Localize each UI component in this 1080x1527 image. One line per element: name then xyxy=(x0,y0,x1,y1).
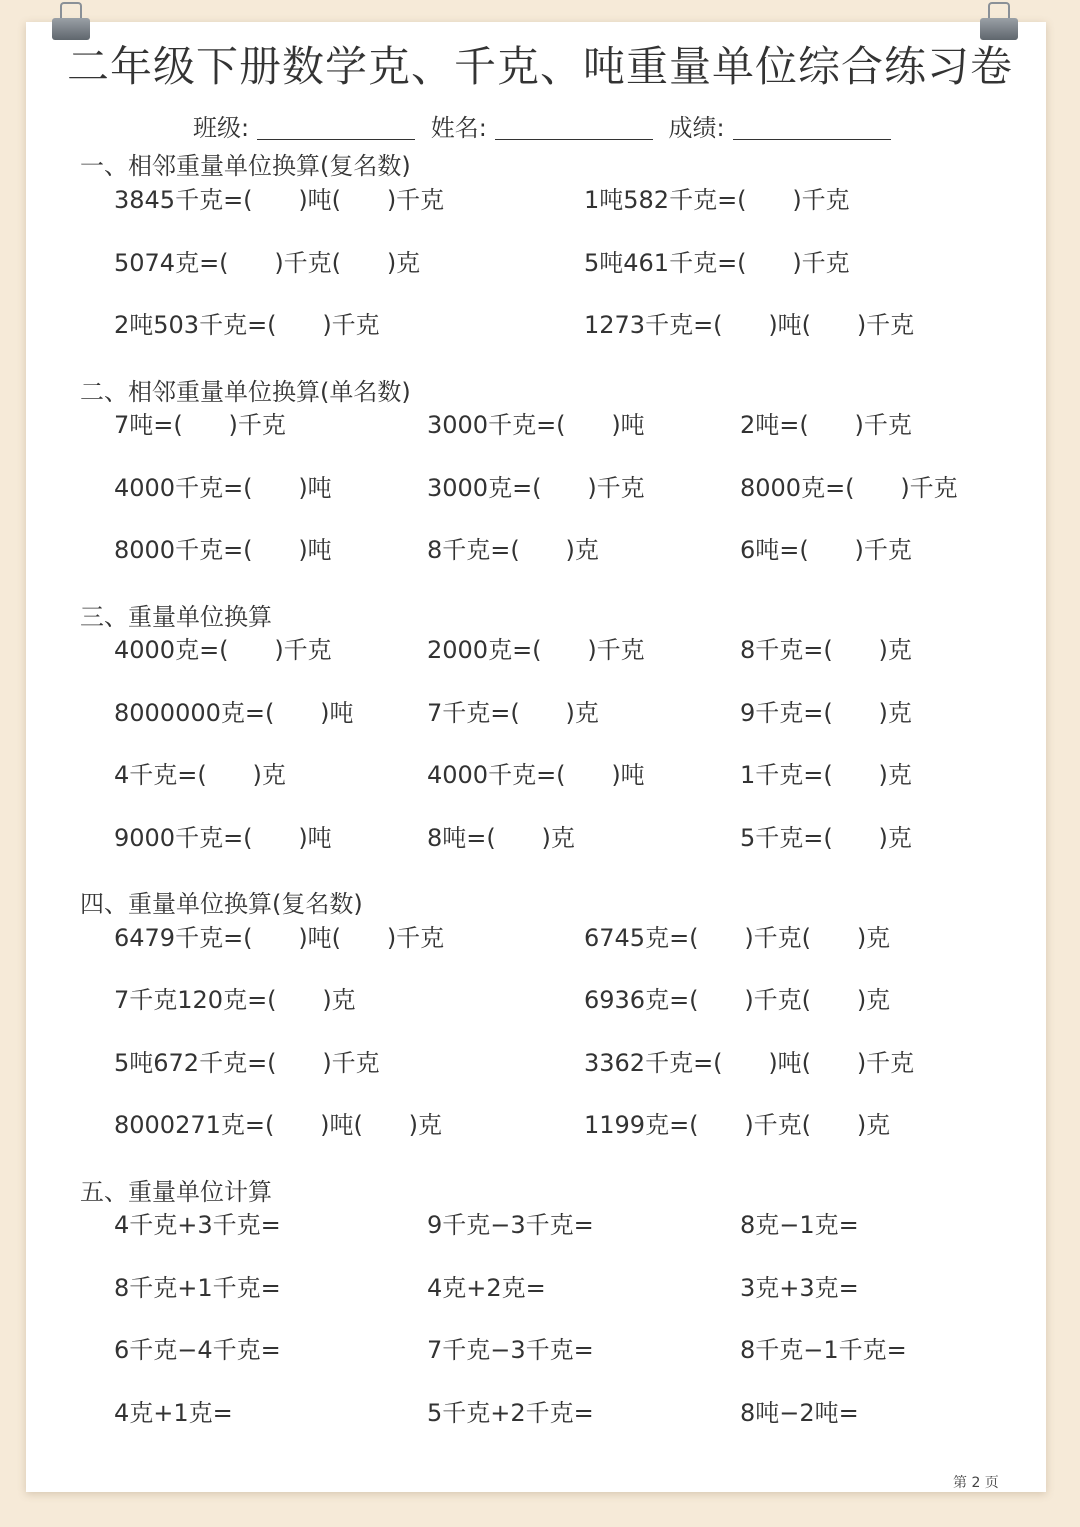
score-label: 成绩: xyxy=(668,114,725,142)
exercise-item: 8千克−1千克= xyxy=(740,1336,907,1364)
exercise-item: 4千克=( )克 xyxy=(114,761,286,789)
exercise-item: 6吨=( )千克 xyxy=(740,536,912,564)
exercise-item: 2吨=( )千克 xyxy=(740,411,912,439)
exercise-item: 5吨461千克=( )千克 xyxy=(584,249,850,277)
section-title: 四、重量单位换算(复名数) xyxy=(80,890,363,918)
exercise-item: 7吨=( )千克 xyxy=(114,411,286,439)
exercise-item: 5千克=( )克 xyxy=(740,824,912,852)
exercise-item: 5千克+2千克= xyxy=(427,1399,594,1427)
exercise-item: 3845千克=( )吨( )千克 xyxy=(114,186,445,214)
exercise-item: 8克−1克= xyxy=(740,1211,859,1239)
exercise-item: 7千克=( )克 xyxy=(427,699,599,727)
exercise-item: 8千克=( )克 xyxy=(740,636,912,664)
score-blank[interactable] xyxy=(733,115,891,140)
exercise-item: 1199克=( )千克( )克 xyxy=(584,1111,891,1139)
exercise-item: 8000000克=( )吨 xyxy=(114,699,354,727)
exercise-item: 3362千克=( )吨( )千克 xyxy=(584,1049,915,1077)
exercise-item: 8千克=( )克 xyxy=(427,536,599,564)
exercise-item: 8吨−2吨= xyxy=(740,1399,859,1427)
class-blank[interactable] xyxy=(257,115,415,140)
exercise-item: 4克+2克= xyxy=(427,1274,546,1302)
exercise-item: 5074克=( )千克( )克 xyxy=(114,249,421,277)
exercise-item: 8千克+1千克= xyxy=(114,1274,281,1302)
exercise-item: 9千克=( )克 xyxy=(740,699,912,727)
student-info-line xyxy=(193,108,899,143)
exercise-item: 8000克=( )千克 xyxy=(740,474,958,502)
section-title: 五、重量单位计算 xyxy=(80,1178,272,1206)
section-title: 一、相邻重量单位换算(复名数) xyxy=(80,152,411,180)
page-number: 第 2 页 xyxy=(953,1475,999,1491)
exercise-item: 2000克=( )千克 xyxy=(427,636,645,664)
exercise-item: 4000千克=( )吨 xyxy=(114,474,332,502)
exercise-item: 7千克−3千克= xyxy=(427,1336,594,1364)
exercise-item: 1千克=( )克 xyxy=(740,761,912,789)
exercise-item: 9千克−3千克= xyxy=(427,1211,594,1239)
exercise-item: 2吨503千克=( )千克 xyxy=(114,311,380,339)
exercise-item: 1273千克=( )吨( )千克 xyxy=(584,311,915,339)
exercise-item: 1吨582千克=( )千克 xyxy=(584,186,850,214)
exercise-item: 9000千克=( )吨 xyxy=(114,824,332,852)
section-title: 三、重量单位换算 xyxy=(80,603,272,631)
exercise-item: 3000克=( )千克 xyxy=(427,474,645,502)
exercise-item: 3克+3克= xyxy=(740,1274,859,1302)
exercise-item: 6千克−4千克= xyxy=(114,1336,281,1364)
exercise-item: 6745克=( )千克( )克 xyxy=(584,924,891,952)
exercise-item: 4000克=( )千克 xyxy=(114,636,332,664)
exercise-item: 4克+1克= xyxy=(114,1399,233,1427)
name-label: 姓名: xyxy=(430,114,487,142)
exercise-item: 5吨672千克=( )千克 xyxy=(114,1049,380,1077)
exercise-item: 6936克=( )千克( )克 xyxy=(584,986,891,1014)
exercise-item: 8000271克=( )吨( )克 xyxy=(114,1111,442,1139)
exercise-item: 4000千克=( )吨 xyxy=(427,761,645,789)
name-blank[interactable] xyxy=(495,115,653,140)
exercise-item: 3000千克=( )吨 xyxy=(427,411,645,439)
exercise-item: 6479千克=( )吨( )千克 xyxy=(114,924,445,952)
section-title: 二、相邻重量单位换算(单名数) xyxy=(80,378,411,406)
worksheet-title: 二年级下册数学克、千克、吨重量单位综合练习卷 xyxy=(66,42,1013,91)
exercise-item: 8000千克=( )吨 xyxy=(114,536,332,564)
exercise-item: 8吨=( )克 xyxy=(427,824,575,852)
exercise-item: 4千克+3千克= xyxy=(114,1211,281,1239)
exercise-item: 7千克120克=( )克 xyxy=(114,986,356,1014)
class-label: 班级: xyxy=(193,114,250,142)
